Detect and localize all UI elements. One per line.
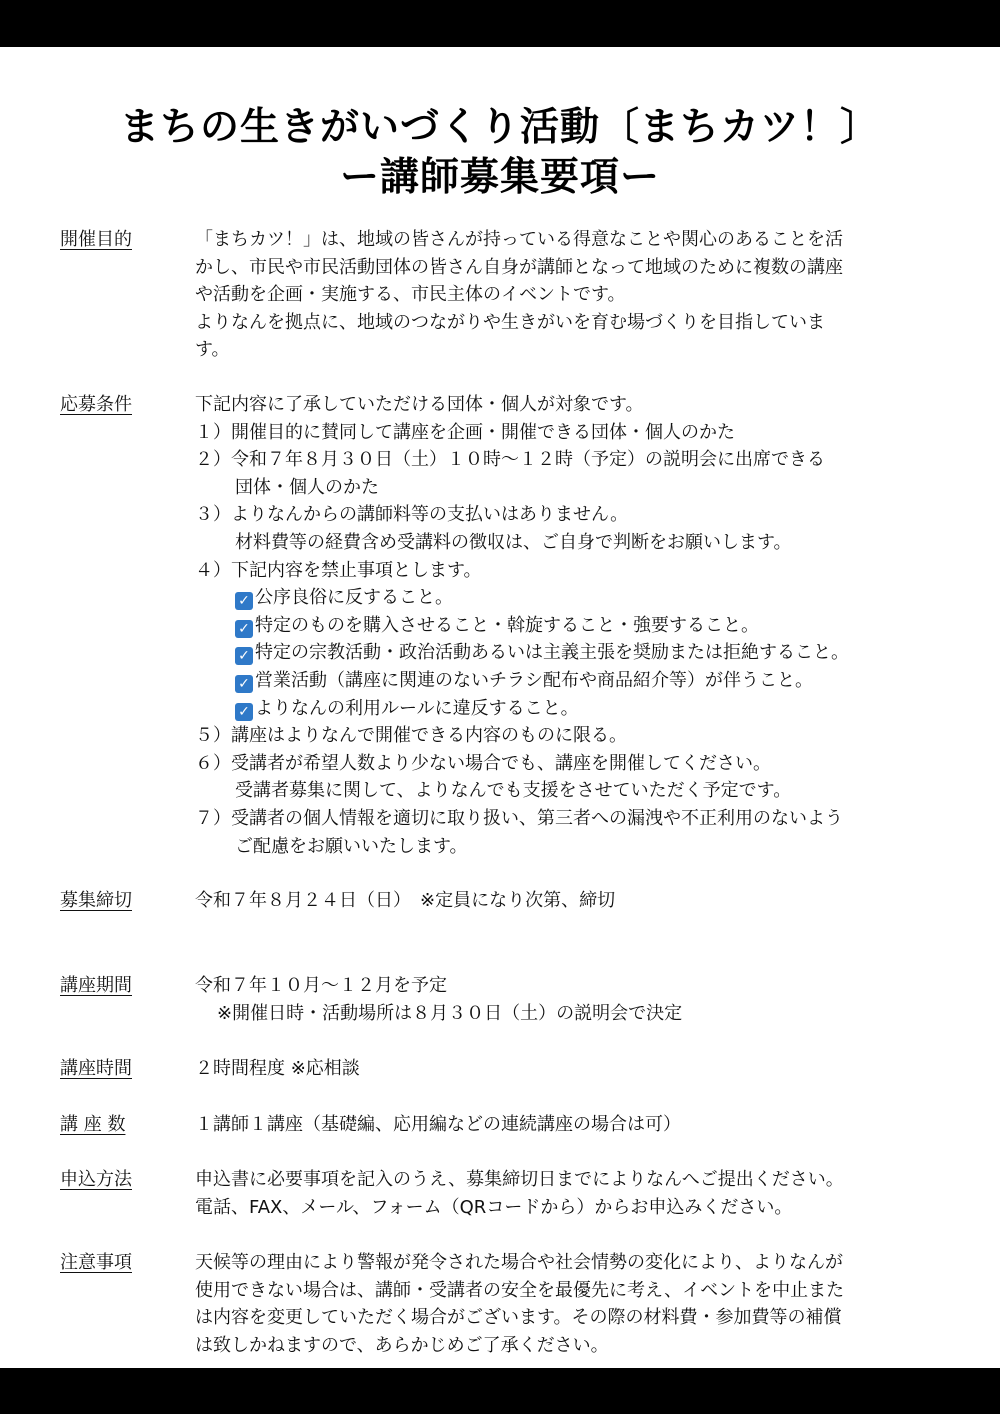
prohibited-item <box>195 612 950 640</box>
count-text: １講師１講座（基礎編、応用編などの連続講座の場合は可） <box>195 1114 681 1135</box>
section-content-notes <box>195 1249 950 1359</box>
check-box-icon: ✓ <box>235 620 253 638</box>
period-text: 令和７年１０月～１２月を予定 <box>195 975 447 996</box>
section-content-conditions <box>195 391 950 860</box>
text-line: 天候等の理由により警報が発令された場合や社会情勢の変化により、よりなんが <box>195 1252 843 1273</box>
prohibited-item <box>195 667 950 695</box>
condition-item-1: １）開催目的に賛同して講座を企画・開催できる団体・個人のかた <box>195 421 735 443</box>
condition-item-6: ６）受講者が希望人数より少ない場合でも、講座を開催してください。 <box>195 752 771 774</box>
prohibited-item <box>195 695 950 723</box>
condition-item-7: ７）受講者の個人情報を適切に取り扱い、第三者への漏洩や不正利用のないよう <box>195 807 843 829</box>
deadline-text: 令和７年８月２４日（日） ※定員になり次第、締切 <box>195 890 616 911</box>
section-label-period: 講座期間 <box>60 975 132 996</box>
section-label-time: 講座時間 <box>60 1058 132 1079</box>
section-label-apply: 申込方法 <box>60 1169 132 1190</box>
prohibited-item <box>195 584 950 612</box>
check-box-icon: ✓ <box>235 647 253 665</box>
condition-item-2-cont: 団体・個人のかた <box>235 476 379 498</box>
section-label-purpose: 開催目的 <box>60 229 132 250</box>
text-line: 「まちカツ！」は、地域の皆さんが持っている得意なことや関心のあることを活 <box>195 229 843 250</box>
section-label-deadline: 募集締切 <box>60 890 132 911</box>
text-line: は内容を変更していただく場合がございます。その際の材料費・参加費等の補償 <box>195 1307 842 1329</box>
text-line: は致しかねますので、あらかじめご了承ください。 <box>195 1334 609 1356</box>
condition-item-2: ２）令和７年８月３０日（土）１０時～１２時（予定）の説明会に出席できる <box>195 449 825 471</box>
bottom-black-bar <box>0 1368 1000 1414</box>
section-content-period <box>195 972 950 1027</box>
text-line: す。 <box>195 339 230 361</box>
prohibited-item-text: よりなんの利用ルールに違反すること。 <box>255 697 579 719</box>
text-line: 申込書に必要事項を記入のうえ、募集締切日までによりなんへご提出ください。 <box>195 1169 844 1190</box>
check-box-icon: ✓ <box>235 675 253 693</box>
section-content-count <box>195 1111 950 1139</box>
section-label-notes: 注意事項 <box>60 1252 132 1273</box>
period-note: ※開催日時・活動場所は８月３０日（土）の説明会で決定 <box>217 1002 683 1024</box>
prohibited-item-text: 特定の宗教活動・政治活動あるいは主義主張を奨励または拒絶すること。 <box>255 642 849 664</box>
text-line: よりなんを拠点に、地域のつながりや生きがいを育む場づくりを目指していま <box>195 311 825 333</box>
section-label-conditions: 応募条件 <box>60 394 132 415</box>
condition-item-5: ５）講座はよりなんで開催できる内容のものに限る。 <box>195 725 627 747</box>
section-content-deadline <box>195 887 950 915</box>
time-text: ２時間程度 ※応相談 <box>195 1058 360 1079</box>
text-line: や活動を企画・実施する、市民主体のイベントです。 <box>195 284 626 306</box>
prohibited-item-text: 公序良俗に反すること。 <box>255 587 453 609</box>
prohibited-item <box>195 639 950 667</box>
section-content-apply <box>195 1166 950 1221</box>
condition-item-3: ３）よりなんからの講師料等の支払いはありません。 <box>195 504 629 526</box>
page-title: まちの生きがいづくり活動〔まちカツ！〕 <box>119 105 880 150</box>
conditions-intro: 下記内容に了承していただける団体・個人が対象です。 <box>195 394 644 415</box>
top-black-bar <box>0 0 1000 47</box>
condition-item-6-cont: 受講者募集に関して、よりなんでも支援をさせていただく予定です。 <box>235 780 792 802</box>
section-label-count: 講 座 数 <box>60 1114 126 1135</box>
condition-item-3-cont: 材料費等の経費含め受講料の徴収は、ご自身で判断をお願いします。 <box>235 531 792 553</box>
text-line: 電話、FAX、メール、フォーム（QRコードから）からお申込みください。 <box>195 1196 793 1218</box>
prohibited-item-text: 営業活動（講座に関連のないチラシ配布や商品紹介等）が伴うこと。 <box>255 669 813 691</box>
condition-item-4: ４）下記内容を禁止事項とします。 <box>195 559 482 581</box>
check-box-icon: ✓ <box>235 592 253 610</box>
condition-item-7-cont: ご配慮をお願いいたします。 <box>235 835 468 857</box>
text-line: かし、市民や市民活動団体の皆さん自身が講師となって地域のために複数の講座 <box>195 256 843 278</box>
section-content-purpose <box>195 226 950 364</box>
section-content-time <box>195 1055 950 1083</box>
prohibited-item-text: 特定のものを購入させること・斡旋すること・強要すること。 <box>255 614 759 636</box>
check-box-icon: ✓ <box>235 703 253 721</box>
page-subtitle: ー講師募集要項ー <box>339 155 660 200</box>
text-line: 使用できない場合は、講師・受講者の安全を最優先に考え、イベントを中止また <box>195 1279 845 1301</box>
